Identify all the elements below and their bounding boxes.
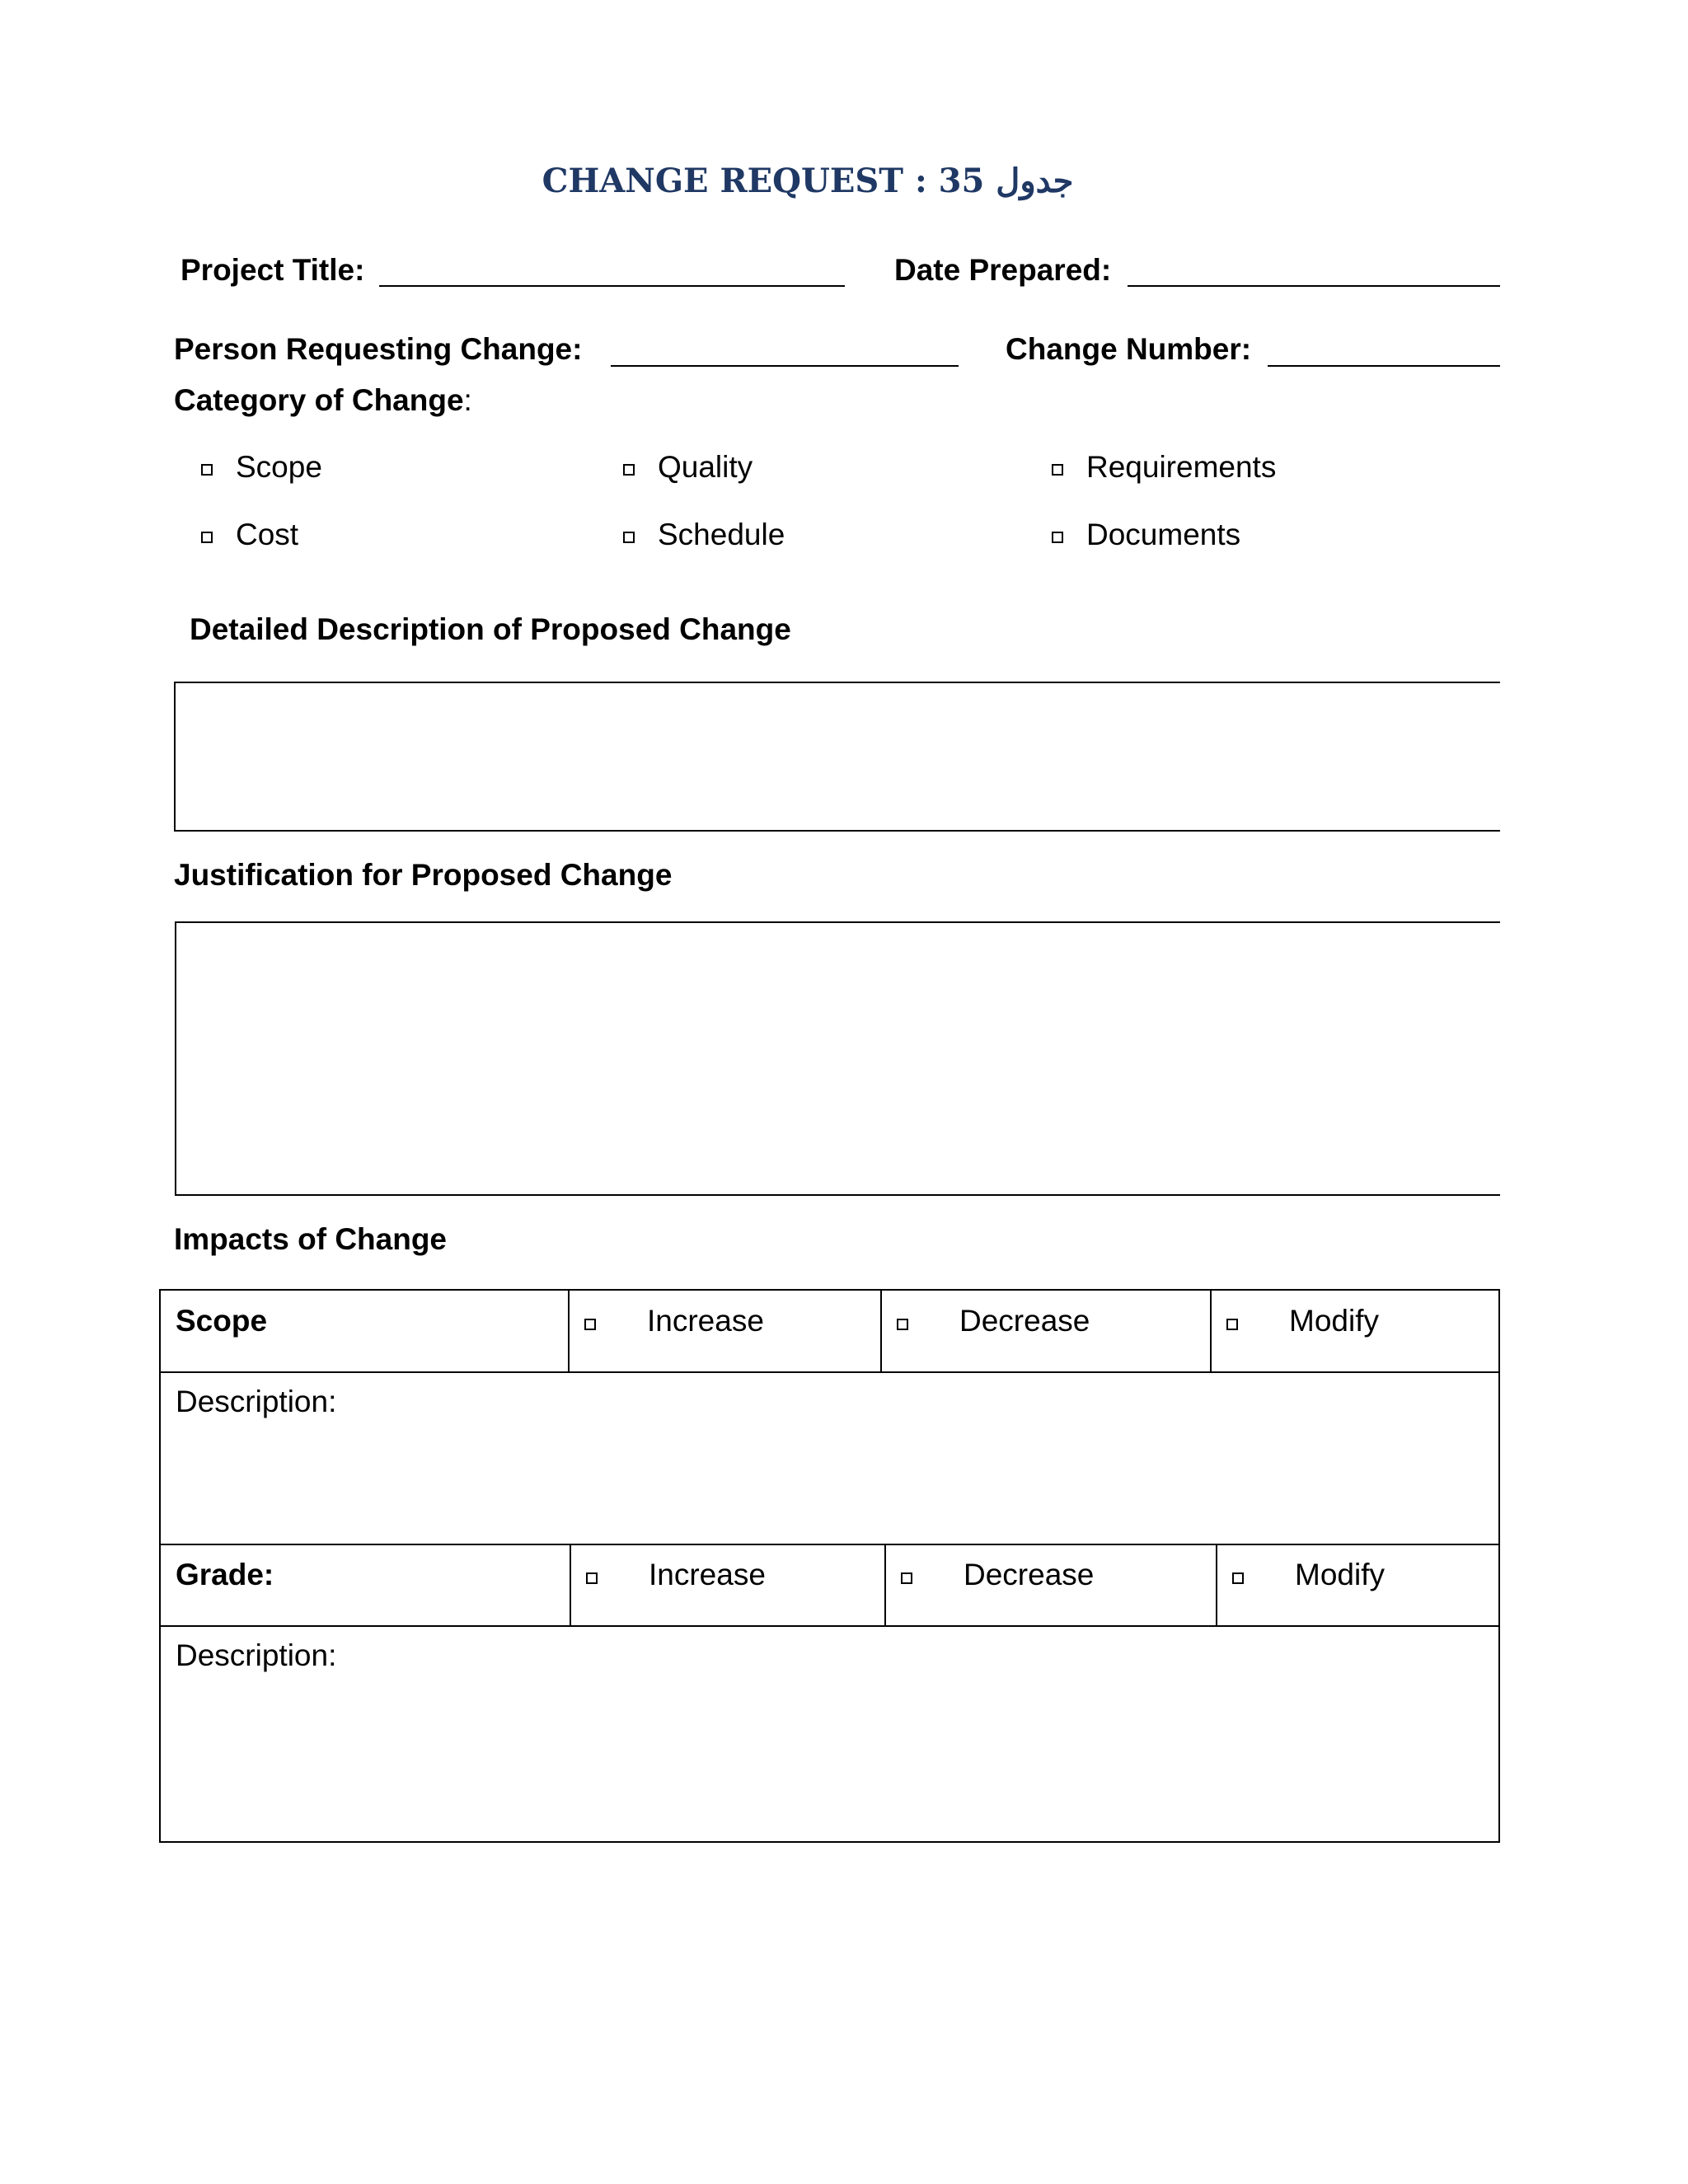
table-divider — [1210, 1291, 1212, 1371]
scope-increase-label: Increase — [647, 1304, 764, 1338]
table-divider — [570, 1544, 571, 1625]
documents-option-label: Documents — [1086, 518, 1241, 551]
scope-increase-checkbox[interactable] — [584, 1319, 596, 1330]
schedule-checkbox[interactable] — [623, 532, 635, 543]
project-title-field[interactable] — [379, 285, 845, 287]
person-requesting-label: Person Requesting Change: — [174, 332, 583, 366]
requirements-option-label: Requirements — [1086, 450, 1277, 484]
impact-scope-label: Scope — [176, 1304, 268, 1338]
scope-modify-label: Modify — [1289, 1304, 1379, 1338]
table-divider — [1216, 1544, 1217, 1625]
grade-modify-checkbox[interactable] — [1232, 1572, 1244, 1584]
scope-description-label: Description: — [176, 1385, 337, 1418]
page-title: CHANGE REQUEST : 35 جدول — [542, 162, 1074, 200]
schedule-option-label: Schedule — [658, 518, 785, 551]
requirements-checkbox[interactable] — [1052, 464, 1063, 476]
change-number-field[interactable] — [1268, 365, 1500, 367]
scope-description-field[interactable] — [162, 1373, 1497, 1542]
grade-increase-checkbox[interactable] — [586, 1572, 598, 1584]
documents-checkbox[interactable] — [1052, 532, 1063, 543]
cost-option-label: Cost — [236, 518, 299, 551]
description-textbox[interactable] — [174, 682, 1500, 832]
scope-modify-checkbox[interactable] — [1226, 1319, 1238, 1330]
scope-decrease-label: Decrease — [959, 1304, 1090, 1338]
grade-modify-label: Modify — [1295, 1558, 1385, 1591]
table-divider — [884, 1544, 886, 1625]
person-requesting-field[interactable] — [611, 365, 959, 367]
quality-checkbox[interactable] — [623, 464, 635, 476]
grade-description-field[interactable] — [162, 1627, 1497, 1841]
project-title-label: Project Title: — [181, 253, 365, 287]
grade-decrease-checkbox[interactable] — [901, 1572, 912, 1584]
scope-decrease-checkbox[interactable] — [897, 1319, 908, 1330]
scope-option-label: Scope — [236, 450, 322, 484]
impacts-section-label: Impacts of Change — [174, 1222, 447, 1256]
change-number-label: Change Number: — [1006, 332, 1252, 366]
cost-checkbox[interactable] — [201, 532, 213, 543]
impact-grade-label: Grade: — [176, 1558, 274, 1591]
table-divider — [568, 1291, 570, 1371]
date-prepared-field[interactable] — [1128, 285, 1500, 287]
category-heading — [174, 383, 472, 418]
category-colon: : — [463, 383, 472, 417]
description-section-label: Detailed Description of Proposed Change — [190, 612, 791, 646]
table-divider — [880, 1291, 882, 1371]
grade-increase-label: Increase — [649, 1558, 766, 1591]
justification-textbox[interactable] — [175, 921, 1500, 1196]
date-prepared-label: Date Prepared: — [894, 253, 1112, 287]
quality-option-label: Quality — [658, 450, 753, 484]
category-label: Category of Change — [174, 383, 464, 417]
scope-checkbox[interactable] — [201, 464, 213, 476]
justification-section-label: Justification for Proposed Change — [174, 858, 673, 892]
grade-description-label: Description: — [176, 1638, 337, 1672]
impacts-table — [159, 1289, 1500, 1843]
grade-decrease-label: Decrease — [964, 1558, 1095, 1591]
table-divider — [161, 1544, 1498, 1545]
